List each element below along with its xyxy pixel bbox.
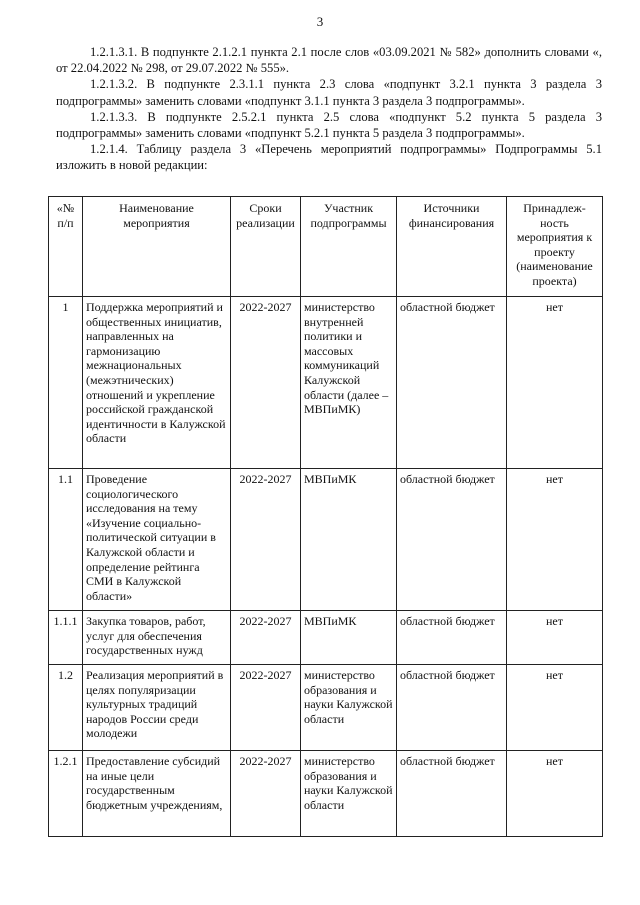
header-source: Источники финансирования <box>397 197 507 297</box>
cell-term: 2022-2027 <box>231 665 301 751</box>
cell-term: 2022-2027 <box>231 297 301 469</box>
cell-project: нет <box>507 751 603 837</box>
paragraph-1-2-1-3-2: 1.2.1.3.2. В подпункте 2.3.1.1 пункта 2.3 слова «подпункт 3.2.1 пункта 3 раздела 3 подпрограммы» заменить словами «подпункт 3.1.1 пункта 3 раздела 3 подпрограммы». <box>56 77 602 108</box>
cell-project: нет <box>507 665 603 751</box>
cell-participant: министерство внутренней политики и массовых коммуникаций Калужской области (далее – МВПиМК) <box>301 297 397 469</box>
paragraph-1-2-1-3-1: 1.2.1.3.1. В подпункте 2.1.2.1 пункта 2.1 после слов «03.09.2021 № 582» дополнить словами «, от 22.04.2022 № 298, от 29.07.2022 № 555». <box>56 45 602 76</box>
cell-num: 1.1.1 <box>49 611 83 665</box>
header-num: «№ п/п <box>49 197 83 297</box>
cell-term: 2022-2027 <box>231 611 301 665</box>
header-term: Сроки реализации <box>231 197 301 297</box>
cell-participant: МВПиМК <box>301 611 397 665</box>
cell-name: Закупка товаров, работ, услуг для обеспечения государственных нужд <box>83 611 231 665</box>
cell-name: Проведение социологического исследования на тему «Изучение социально-политической ситуации в Калужской области и определение рейтинга СМИ в Калужской области» <box>83 469 231 611</box>
cell-source: областной бюджет <box>397 611 507 665</box>
cell-term: 2022-2027 <box>231 469 301 611</box>
cell-name: Предоставление субсидий на иные цели государственным бюджетным учреждениям, <box>83 751 231 837</box>
cell-project: нет <box>507 611 603 665</box>
cell-source: областной бюджет <box>397 469 507 611</box>
paragraph-1-2-1-3-3: 1.2.1.3.3. В подпункте 2.5.2.1 пункта 2.5 слова «подпункт 5.2 пункта 5 раздела 3 подпрограммы» заменить словами «подпункт 5.2.1 пункта 5 раздела 3 подпрограммы». <box>56 109 602 141</box>
cell-source: областной бюджет <box>397 751 507 837</box>
table-row <box>49 665 603 751</box>
header-project: Принадлеж-ность мероприятия к проекту (наименование проекта) <box>507 197 603 297</box>
measures-table <box>48 196 603 837</box>
cell-source: областной бюджет <box>397 297 507 469</box>
cell-participant: министерство образования и науки Калужской области <box>301 665 397 751</box>
cell-project: нет <box>507 297 603 469</box>
table-row <box>49 297 603 469</box>
header-participant: Участник подпрограммы <box>301 197 397 297</box>
table-row <box>49 469 603 611</box>
cell-name: Реализация мероприятий в целях популяризации культурных традиций народов России среди молодежи <box>83 665 231 751</box>
paragraph-1-2-1-4: 1.2.1.4. Таблицу раздела 3 «Перечень мероприятий подпрограммы» Подпрограммы 5.1 изложить в новой редакции: <box>56 142 602 173</box>
cell-num: 1.2 <box>49 665 83 751</box>
cell-num: 1.1 <box>49 469 83 611</box>
cell-num: 1.2.1 <box>49 751 83 837</box>
cell-source: областной бюджет <box>397 665 507 751</box>
page-number: 3 <box>316 14 324 29</box>
table-row <box>49 751 603 837</box>
cell-term: 2022-2027 <box>231 751 301 837</box>
cell-participant: МВПиМК <box>301 469 397 611</box>
table-header-row <box>49 197 603 297</box>
amendment-text <box>56 44 602 174</box>
header-name: Наименование мероприятия <box>83 197 231 297</box>
table-row <box>49 611 603 665</box>
cell-project: нет <box>507 469 603 611</box>
cell-name: Поддержка мероприятий и общественных инициатив, направленных на гармонизацию межнациональных (межэтнических) отношений и укрепление российской гражданской идентичности в Калужской области <box>83 297 231 469</box>
cell-participant: министерство образования и науки Калужской области <box>301 751 397 837</box>
cell-num: 1 <box>49 297 83 469</box>
